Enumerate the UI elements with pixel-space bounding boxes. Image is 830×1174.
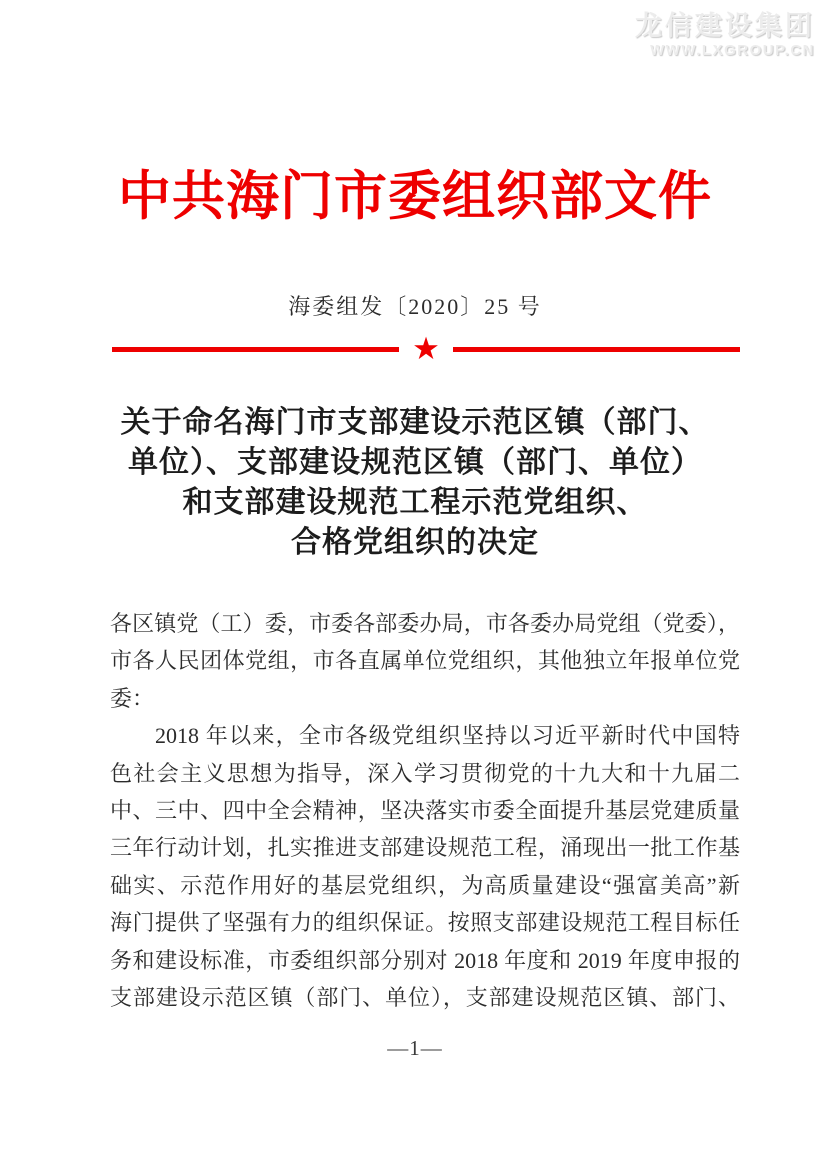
document-number: 海委组发〔2020〕25 号	[288, 294, 542, 319]
red-header-title: 中共海门市委组织部文件	[118, 167, 712, 226]
body-line: 色社会主义思想为指导，深入学习贯彻党的十九大和十九届二	[110, 760, 740, 786]
title-line: 关于命名海门市支部建设示范区镇（部门、	[120, 406, 710, 439]
title-line: 合格党组织的决定	[291, 526, 539, 559]
separator-line-right	[453, 347, 740, 352]
document-title	[0, 403, 830, 563]
separator-line-left	[112, 347, 399, 352]
body-line: 市各人民团体党组，市各直属单位党组织，其他独立年报单位党	[110, 648, 740, 674]
company-watermark	[635, 10, 815, 60]
body-line: 务和建设标准，市委组织部分别对 2018 年度和 2019 年度申报的	[110, 947, 740, 973]
title-line: 单位）、支部建设规范区镇（部门、单位）	[128, 446, 702, 479]
document-body	[110, 605, 740, 1016]
body-line: 础实、示范作用好的基层党组织，为高质量建设“强富美高”新	[110, 872, 741, 898]
body-line: 委：	[110, 685, 155, 711]
body-line: 2018 年以来，全市各级党组织坚持以习近平新时代中国特	[155, 723, 740, 749]
body-line: 三年行动计划，扎实推进支部建设规范工程，涌现出一批工作基	[110, 835, 740, 861]
body-line: 支部建设示范区镇（部门、单位），支部建设规范区镇、部门、	[110, 985, 740, 1011]
watermark-url: WWW.LXGROUP.CN	[650, 42, 815, 60]
body-line: 海门提供了坚强有力的组织保证。按照支部建设规范工程目标任	[110, 910, 740, 936]
body-line: 中、三中、四中全会精神，坚决落实市委全面提升基层党建质量	[110, 798, 740, 824]
title-line: 和支部建设规范工程示范党组织、	[182, 486, 648, 519]
page-number: —1—	[387, 1036, 443, 1060]
star-icon: ★	[412, 330, 440, 366]
watermark-company-name: 龙信建设集团	[635, 11, 815, 41]
body-line: 各区镇党（工）委，市委各部委办局，市各委办局党组（党委），	[110, 611, 740, 636]
red-separator	[112, 330, 740, 366]
